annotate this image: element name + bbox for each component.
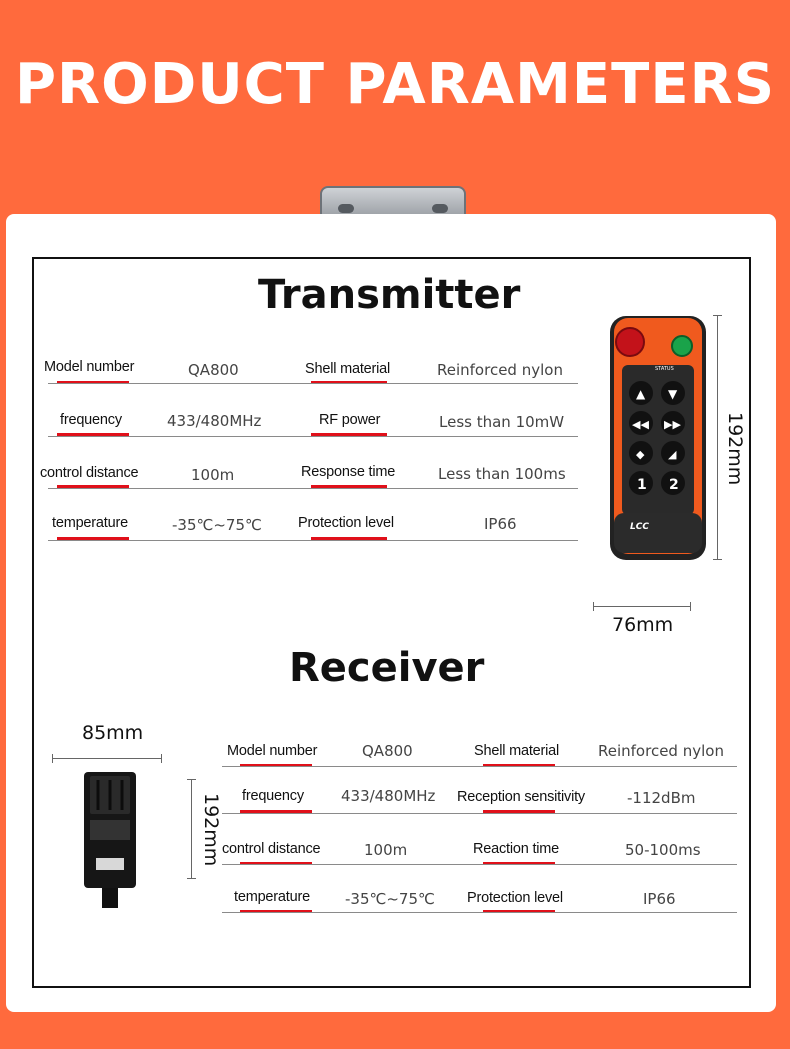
button-right-icon: ▶▶ [664, 418, 681, 431]
tx-height-label: 192mm [724, 412, 746, 486]
tx-value-control-distance: 100m [191, 466, 235, 484]
button-left-icon: ◀◀ [632, 418, 649, 431]
transmitter-title: Transmitter [258, 272, 521, 318]
rx-row-divider [222, 813, 737, 814]
rx-row-divider [222, 766, 737, 767]
tx-value-temperature: -35℃~75℃ [172, 516, 262, 534]
rx-value-shell-material: Reinforced nylon [598, 742, 724, 760]
emergency-stop-icon [616, 328, 644, 356]
rx-height-dimension-line [191, 779, 192, 879]
tx-height-tick [713, 559, 722, 560]
rx-value-reception-sensitivity: -112dBm [627, 789, 696, 807]
tx-label-protection-level: Protection level [298, 515, 394, 531]
tx-label-temperature: temperature [52, 515, 128, 531]
rx-height-tick [187, 779, 196, 780]
tx-value-frequency: 433/480MHz [167, 412, 262, 430]
button-down-icon: ▼ [668, 387, 678, 401]
rx-value-control-distance: 100m [364, 841, 408, 859]
tx-label-model-number: Model number [44, 359, 135, 375]
tx-row-divider [48, 488, 578, 489]
tx-value-shell-material: Reinforced nylon [437, 361, 563, 379]
tx-row-divider [48, 383, 578, 384]
button-2-label: 2 [669, 477, 679, 493]
button-up-icon: ▲ [636, 387, 646, 401]
status-label: STATUS [655, 366, 674, 372]
tx-row-divider [48, 540, 578, 541]
rx-width-label: 85mm [82, 722, 144, 744]
tx-width-dimension-line [593, 606, 691, 607]
tx-label-shell-material: Shell material [305, 361, 391, 377]
button-1-label: 1 [637, 477, 647, 493]
rx-height-tick [187, 878, 196, 879]
rx-row-divider [222, 864, 737, 865]
rx-value-frequency: 433/480MHz [341, 787, 436, 805]
rx-row-divider [222, 912, 737, 913]
tx-row-divider [48, 436, 578, 437]
tx-value-response-time: Less than 100ms [438, 465, 566, 483]
button-diamond-icon: ◆ [636, 448, 645, 461]
tx-value-rf-power: Less than 10mW [439, 413, 565, 431]
rx-width-tick [161, 754, 162, 763]
rx-label-control-distance: control distance [222, 841, 321, 857]
rx-width-dimension-line [52, 758, 162, 759]
tx-width-tick [690, 602, 691, 611]
rx-width-tick [52, 754, 53, 763]
tx-value-protection-level: IP66 [484, 515, 517, 533]
receiver-device-image [80, 770, 140, 910]
rx-label-reception-sensitivity: Reception sensitivity [457, 789, 585, 805]
transmitter-device-image [608, 313, 708, 563]
brand-logo: LCC [630, 522, 649, 532]
rx-value-temperature: -35℃~75℃ [345, 890, 435, 908]
rx-label-shell-material: Shell material [474, 743, 560, 759]
tx-value-model-number: QA800 [188, 361, 239, 379]
tx-height-tick [713, 315, 722, 316]
tx-label-rf-power: RF power [319, 412, 381, 428]
tx-label-frequency: frequency [60, 412, 122, 428]
rx-label-temperature: temperature [234, 889, 310, 905]
start-button-icon [672, 336, 692, 356]
tx-label-control-distance: control distance [40, 465, 139, 481]
tx-width-label: 76mm [612, 614, 674, 636]
rx-value-reaction-time: 50-100ms [625, 841, 701, 859]
rx-height-label: 192mm [200, 793, 222, 867]
page-title: PRODUCT PARAMETERS [14, 52, 776, 117]
rx-value-model-number: QA800 [362, 742, 413, 760]
receiver-title: Receiver [289, 645, 485, 691]
rx-label-model-number: Model number [227, 743, 318, 759]
tx-width-tick [593, 602, 594, 611]
rx-value-protection-level: IP66 [643, 890, 676, 908]
tx-label-response-time: Response time [301, 464, 396, 480]
rx-label-protection-level: Protection level [467, 890, 563, 906]
rx-label-frequency: frequency [242, 788, 304, 804]
button-diag-icon: ◢ [668, 448, 677, 461]
tx-height-dimension-line [717, 315, 718, 560]
rx-label-reaction-time: Reaction time [473, 841, 560, 857]
